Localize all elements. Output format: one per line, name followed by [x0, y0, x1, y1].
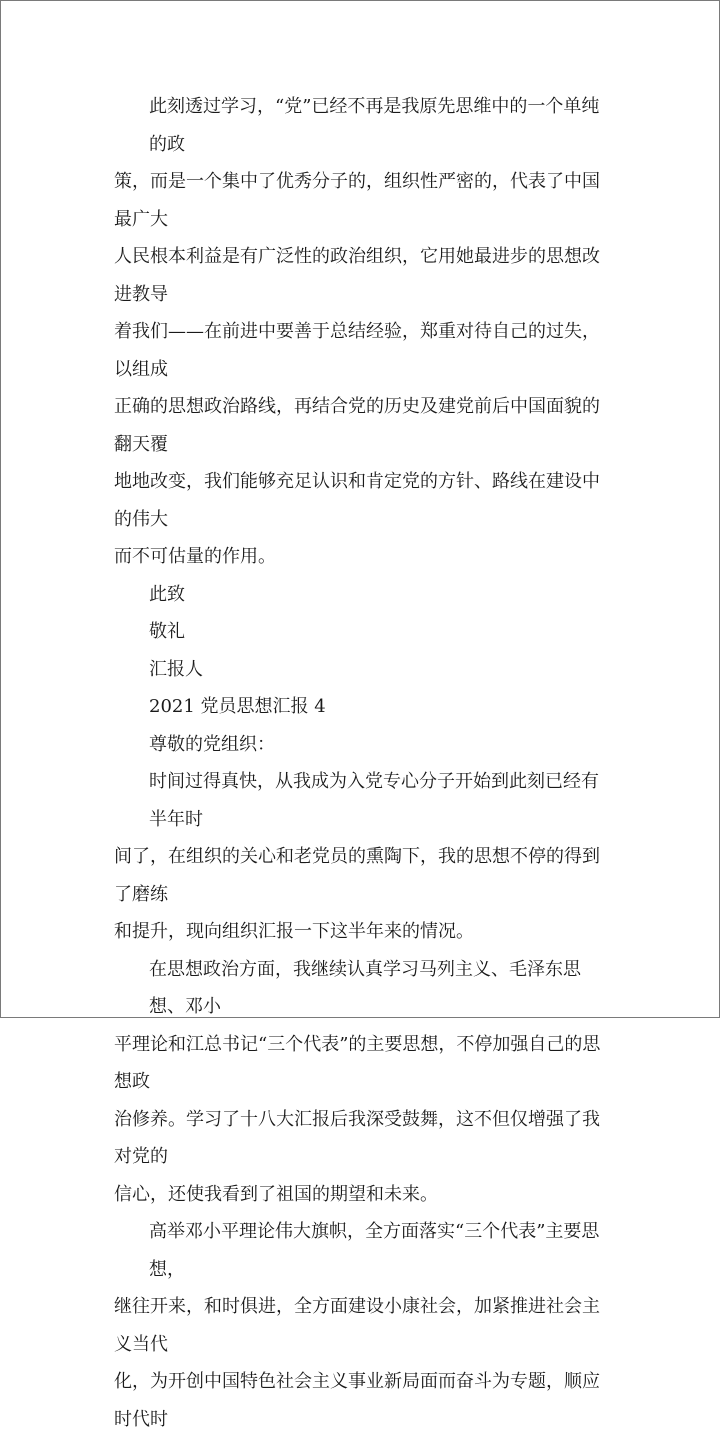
paragraph-3 [114, 951, 616, 1214]
text-line: 时间过得真快，从我成为入党专心分子开始到此刻已经有半年时 [149, 771, 599, 830]
text-line: 化，为开创中国特色社会主义事业新局面而奋斗为专题，顺应时代时 [114, 1371, 600, 1430]
text-line: 继往开来，和时俱进，全方面建设小康社会，加紧推进社会主义当代 [114, 1296, 600, 1355]
text-line: 间了，在组织的关心和老党员的熏陶下，我的思想不停的得到了磨练 [114, 846, 600, 905]
text-line: 策，而是一个集中了优秀分子的，组织性严密的，代表了中国最广大 [114, 171, 600, 230]
greeting: 尊敬的党组织： [149, 733, 275, 755]
closing-regards: 敬礼 [149, 621, 185, 642]
text-line: 信心，还使我看到了祖国的期望和未来。 [114, 1183, 438, 1205]
text-line: 高举邓小平理论伟大旗帜，全方面落实“三个代表”主要思想， [149, 1221, 600, 1280]
reporter-label: 汇报人 [149, 658, 203, 680]
text-line: 平理论和江总书记“三个代表”的主要思想，不停加强自己的思想政 [114, 1033, 601, 1092]
paragraph-4 [114, 1213, 616, 1438]
text-line: 地地改变，我们能够充足认识和肯定党的方针、路线在建设中的伟大 [114, 471, 600, 530]
text-line: 在思想政治方面，我继续认真学习马列主义、毛泽东思想、邓小 [149, 958, 581, 1017]
text-line: 此刻透过学习，“党”已经不再是我原先思维中的一个单纯的政 [149, 96, 600, 155]
text-line: 人民根本利益是有广泛性的政治组织，它用她最进步的思想改进教导 [114, 246, 600, 305]
paragraph-2 [114, 763, 616, 951]
document-body [114, 88, 616, 1438]
closing-salutation: 此致 [149, 583, 185, 605]
paragraph-1 [114, 88, 616, 576]
text-line: 着我们——在前进中要善于总结经验，郑重对待自己的过失，以组成 [114, 321, 600, 380]
section-heading: 2021 党员思想汇报 4 [149, 696, 326, 717]
text-line: 正确的思想政治路线，再结合党的历史及建党前后中国面貌的翻天覆 [114, 396, 600, 455]
text-line: 治修养。学习了十八大汇报后我深受鼓舞，这不但仅增强了我对党的 [114, 1108, 600, 1167]
text-line: 和提升，现向组织汇报一下这半年来的情况。 [114, 921, 474, 942]
text-line: 而不可估量的作用。 [114, 546, 276, 567]
